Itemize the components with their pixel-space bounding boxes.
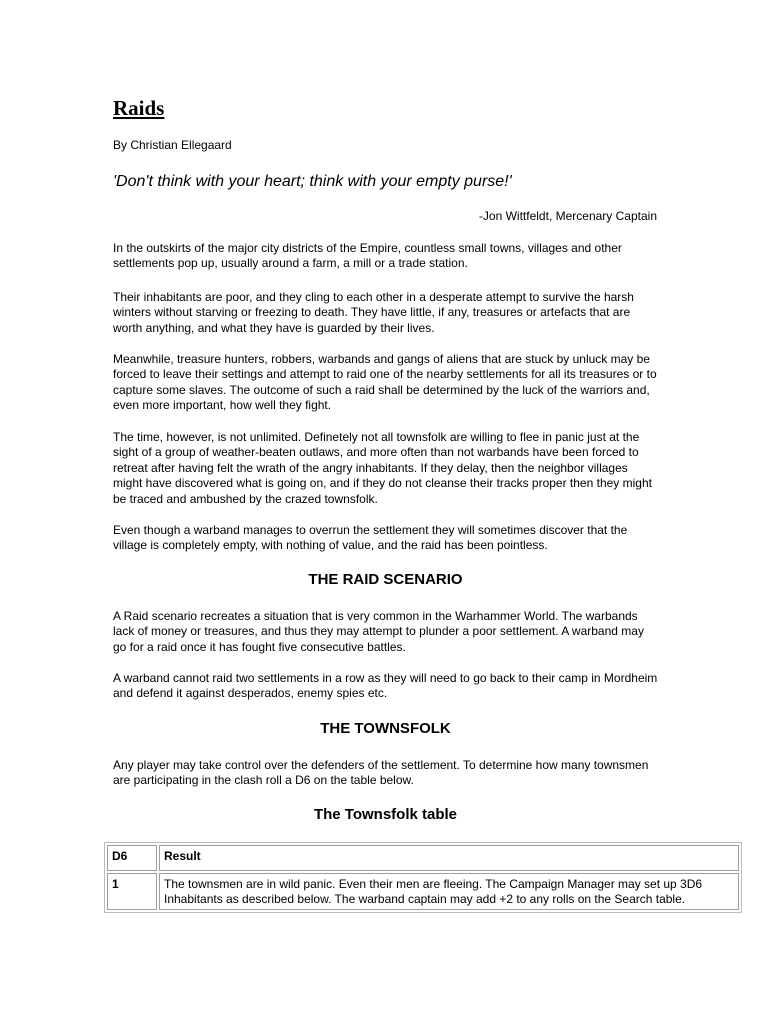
epigraph-quote: 'Don't think with your heart; think with your empty purse!' <box>113 173 512 190</box>
paragraph: A Raid scenario recreates a situation that is very common in the Warhammer World. The warbands lack of money or treasures, and thus they may attempt to plunder a poor settlement. A warband may go for a raid once it has fought five consecutive battles. <box>113 609 644 654</box>
paragraph: The time, however, is not unlimited. Definetely not all townsfolk are willing to flee in panic just at the sight of a group of weather-beaten outlaws, and more often than not warbands have been forced to retreat after having felt the wrath of the angry inhabitants. If they delay, then the neighbor villages might have discovered what is going on, and if they do not cleanse their tracks proper then they might be traced and ambushed by the crazed townsfolk. <box>113 430 652 506</box>
paragraph: A warband cannot raid two settlements in a row as they will need to go back to their camp in Mordheim and defend it against desperados, enemy spies etc. <box>113 671 658 701</box>
townsfolk-table <box>104 842 742 913</box>
table-header-cell: Result <box>159 845 739 871</box>
paragraph: Meanwhile, treasure hunters, robbers, warbands and gangs of aliens that are stuck by unluck may be forced to leave their settings and attempt to raid one of the nearby settlements for all its treasures or to capture some slaves. The outcome of such a raid shall be determined by the luck of the warriors and, even more important, how well they fight. <box>113 352 657 413</box>
table-cell: The townsmen are in wild panic. Even their men are fleeing. The Campaign Manager may set up 3D6 Inhabitants as described below. The warband captain may add +2 to any rolls on the Search table. <box>159 873 739 910</box>
table-row <box>107 873 739 910</box>
page-title: Raids <box>113 96 165 120</box>
table-header-row <box>107 845 739 871</box>
section-heading-raid: THE RAID SCENARIO <box>308 571 463 588</box>
section-heading-townsfolk: THE TOWNSFOLK <box>320 720 451 737</box>
table-cell: 1 <box>107 873 157 910</box>
paragraph: Their inhabitants are poor, and they cling to each other in a desperate attempt to survive the harsh winters without starving or freezing to death. They have little, if any, treasures or artefacts that are worth anything, and what they have is guarded by their lives. <box>113 290 634 335</box>
paragraph: In the outskirts of the major city districts of the Empire, countless small towns, villages and other settlements pop up, usually around a farm, a mill or a trade station. <box>113 241 622 271</box>
author-line: By Christian Ellegaard <box>113 138 232 152</box>
paragraph: Even though a warband manages to overrun the settlement they will sometimes discover that the village is completely empty, with nothing of value, and the raid has been pointless. <box>113 523 628 553</box>
table-heading: The Townsfolk table <box>313 806 458 823</box>
paragraph: Any player may take control over the defenders of the settlement. To determine how many townsmen are participating in the clash roll a D6 on the table below. <box>113 758 649 788</box>
table-header-cell: D6 <box>107 845 157 871</box>
quote-attribution: -Jon Wittfeldt, Mercenary Captain <box>478 209 657 223</box>
